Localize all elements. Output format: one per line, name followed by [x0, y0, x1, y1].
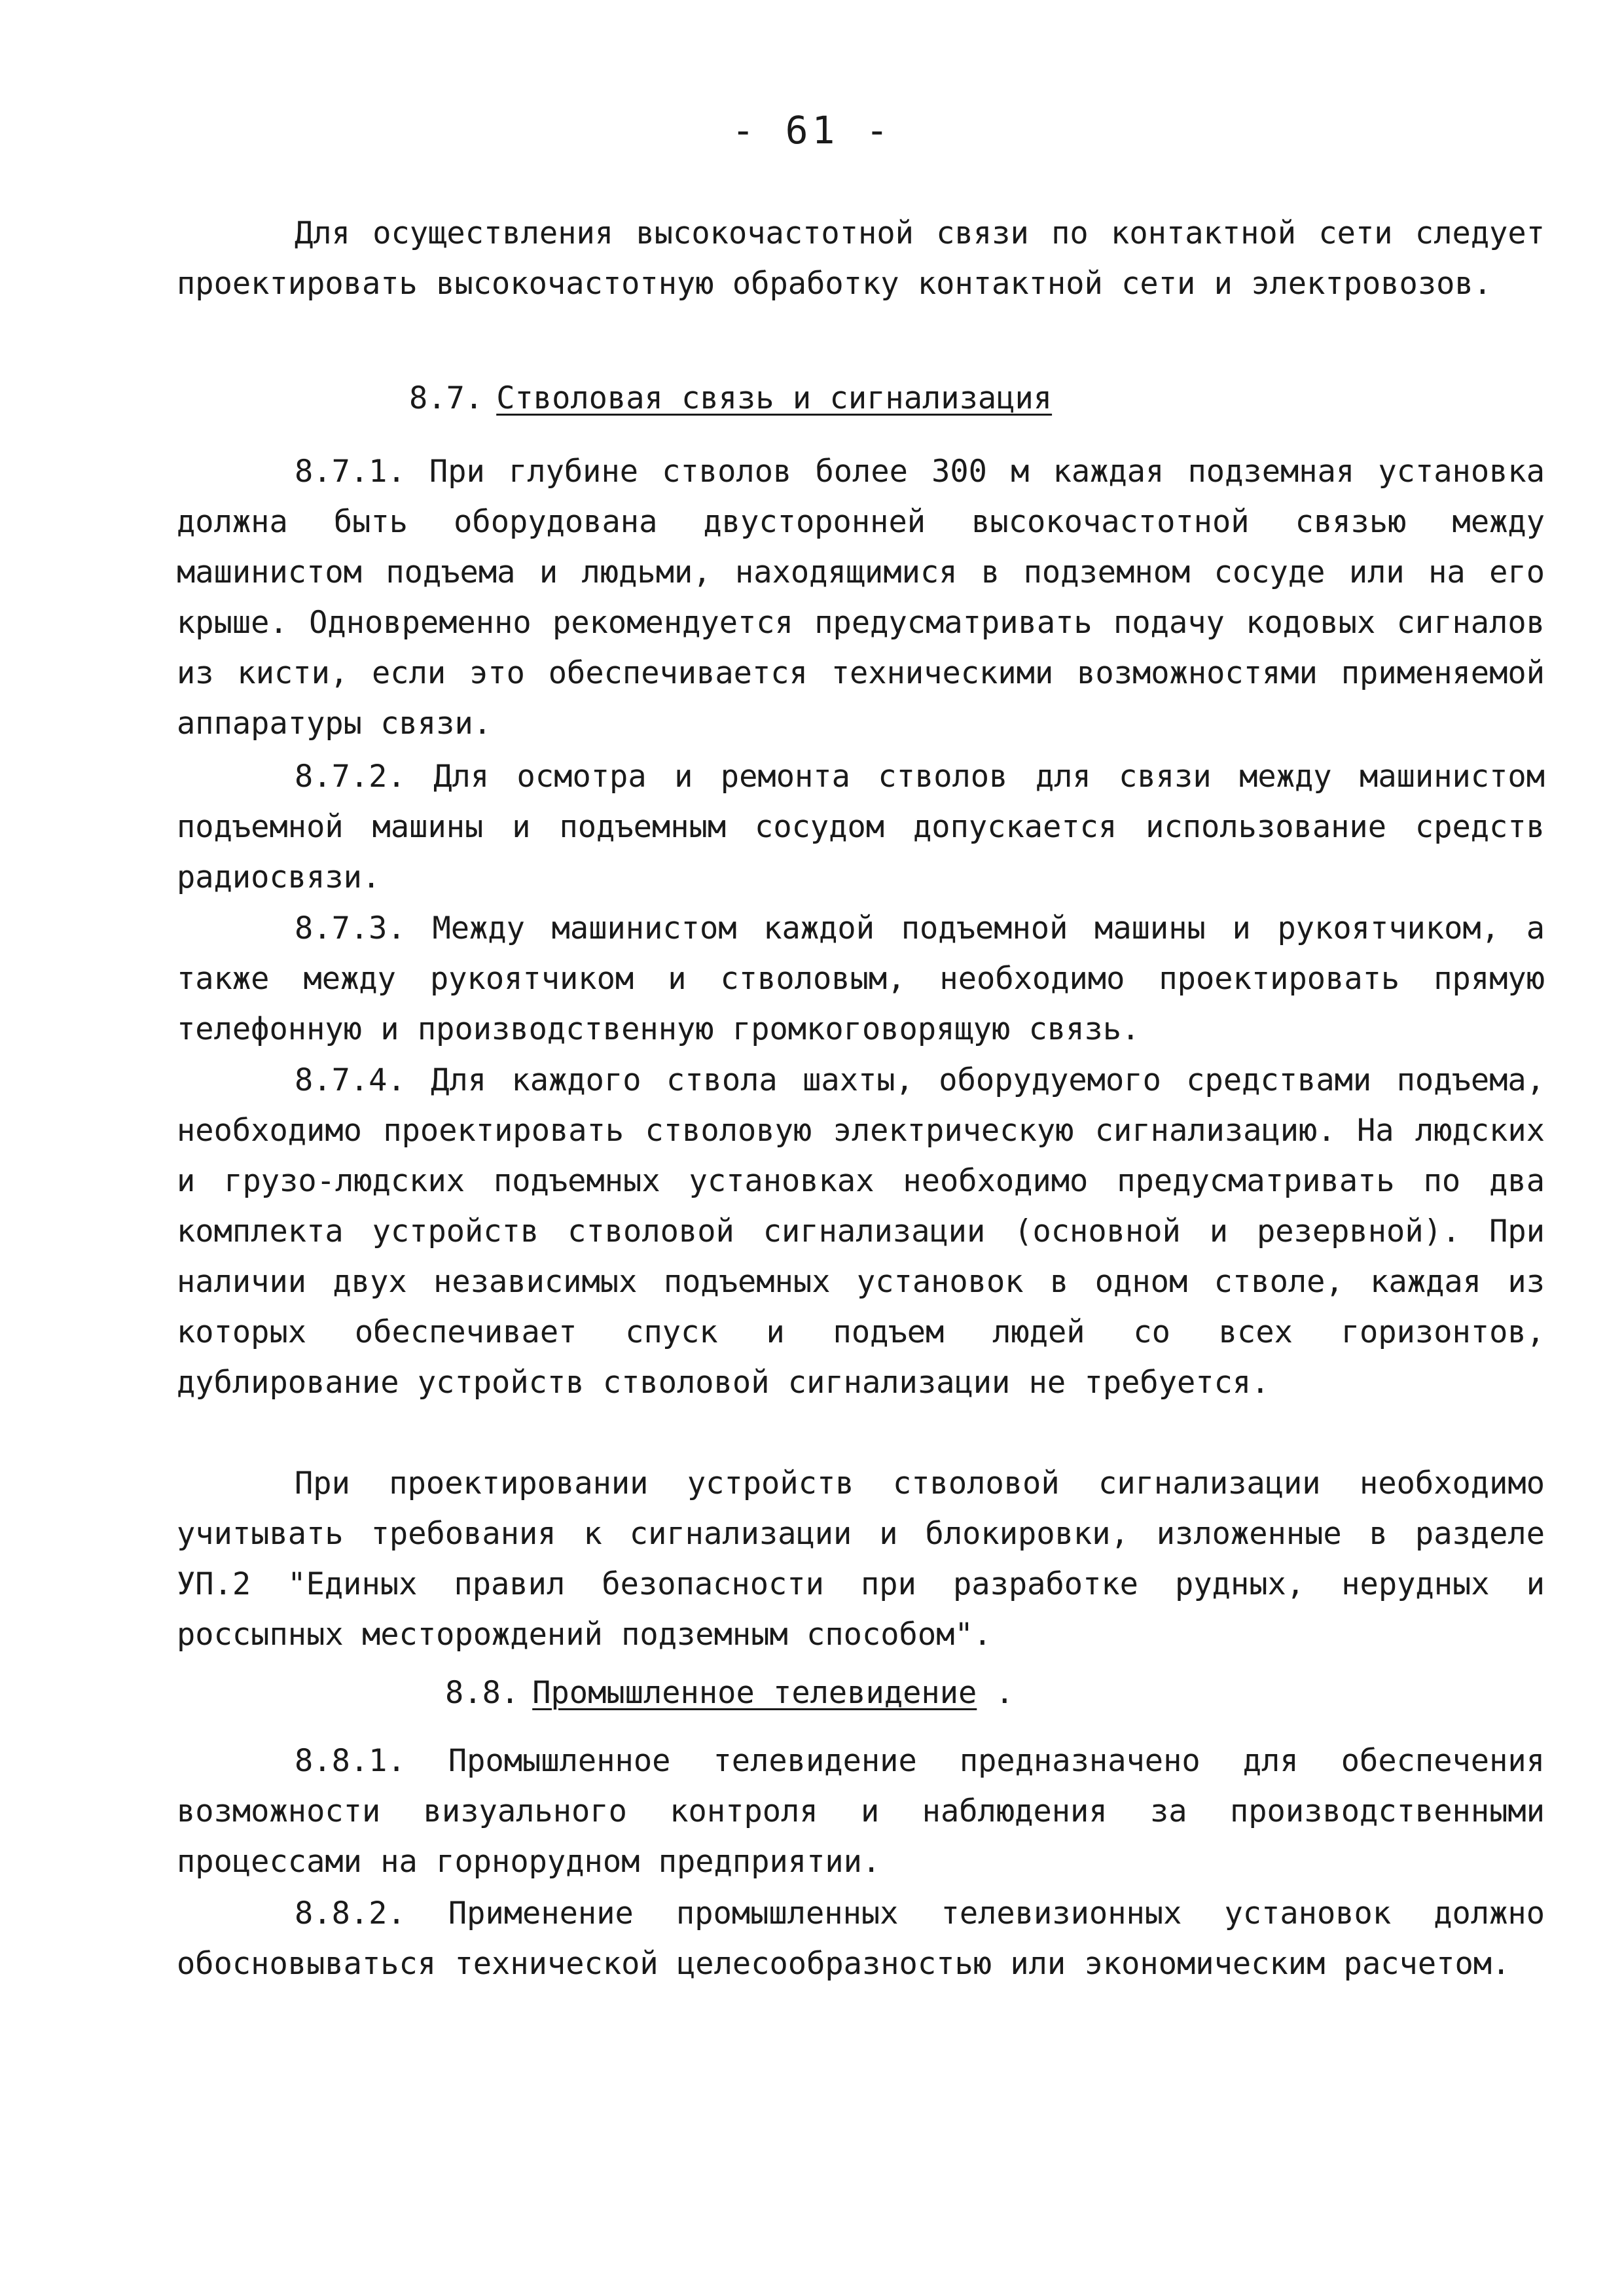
section-8-8-heading: [445, 1668, 1014, 1718]
paragraph-8-7-1: 8.7.1. При глубине стволов более 300 м каждая подземная установка должна быть оборудована двусторонней высокочастотной связью между машинистом подъема и людьми, находящимися в подземном сосуде или на его крыше. Одновременно рекомендуется предусматривать подачу кодовых сигналов из кисти, если это обеспечивается техническими возможностями применяемой аппаратуры связи.: [177, 454, 1545, 742]
section-number: 8.7.: [409, 380, 484, 416]
paragraph-8-7-2: 8.7.2. Для осмотра и ремонта стволов для связи между машинистом подъемной машины и подъемным сосудом допускается использование средств радиосвязи.: [177, 759, 1545, 895]
section-title-suffix: .: [977, 1675, 1014, 1711]
paragraph-8-7-3: 8.7.3. Между машинистом каждой подъемной машины и рукоятчиком, а также между рукоятчиком и стволовым, необходимо проектировать прямую телефонную и производственную громкоговорящую связь.: [177, 910, 1545, 1047]
section-8-7-heading: [409, 373, 1052, 423]
paragraph-8-7-4-continuation: При проектировании устройств стволовой сигнализации необходимо учитывать требования к сигнализации и блокировки, изложенные в разделе УП.2 "Единых правил безопасности при разработке рудных, нерудных и россыпных месторождений подземным способом".: [177, 1465, 1545, 1653]
paragraph-8-8-2: 8.8.2. Применение промышленных телевизионных установок должно обосновываться технической целесообразностью или экономическим расчетом.: [177, 1895, 1545, 1982]
paragraph-8-8-1: 8.8.1. Промышленное телевидение предназначено для обеспечения возможности визуального контроля и наблюдения за производственными процессами на горнорудном предприятии.: [177, 1743, 1545, 1880]
section-title: Промышленное телевидение: [532, 1675, 977, 1711]
section-title: Стволовая связь и сигнализация: [496, 380, 1053, 416]
section-number: 8.8.: [445, 1675, 520, 1711]
paragraph-8-7-4: 8.7.4. Для каждого ствола шахты, оборудуемого средствами подъема, необходимо проектировать стволовую электрическую сигнализацию. На людских и грузо-людских подъемных установках необходимо предусматривать по два комплекта устройств стволовой сигнализации (основной и резервной). При наличии двух независимых подъемных установок в одном стволе, каждая из которых обеспечивает спуск и подъем людей со всех горизонтов, дублирование устройств стволовой сигнализации не требуется.: [177, 1062, 1545, 1401]
intro-paragraph: Для осуществления высокочастотной связи по контактной сети следует проектировать высокочастотную обработку контактной сети и электровозов.: [177, 215, 1545, 302]
page-number: - 61 -: [731, 108, 893, 152]
